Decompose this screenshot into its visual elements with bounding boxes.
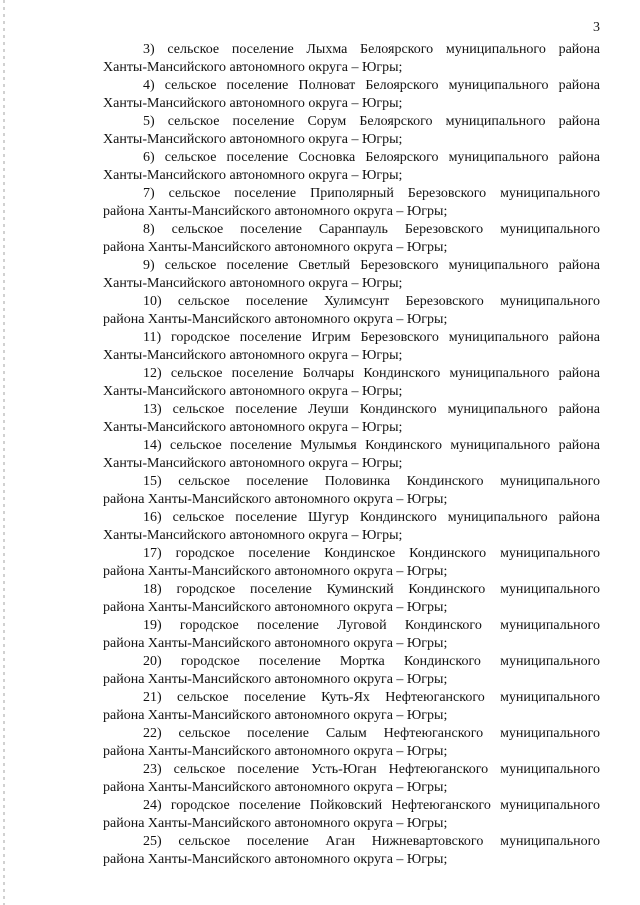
list-item-continuation: района Ханты-Мансийского автономного округа – Югры;	[103, 815, 448, 831]
list-item	[103, 437, 600, 472]
list-item-line: 12) сельское поселение Болчары Кондинского муниципального района	[143, 366, 600, 381]
list-item	[103, 833, 600, 868]
list-item-continuation: Ханты-Мансийского автономного округа – Югры;	[103, 419, 403, 435]
page-number: 3	[593, 20, 600, 35]
list-item-line: 11) городское поселение Игрим Березовского муниципального района	[143, 330, 600, 345]
list-item-continuation: района Ханты-Мансийского автономного округа – Югры;	[103, 635, 448, 651]
list-item-line: 25) сельское поселение Аган Нижневартовского муниципального	[143, 834, 600, 849]
list-item-line: 3) сельское поселение Лыхма Белоярского муниципального района	[143, 42, 600, 57]
list-item-continuation: Ханты-Мансийского автономного округа – Югры;	[103, 275, 403, 291]
list-item	[103, 725, 600, 760]
list-item-line: 8) сельское поселение Саранпауль Березовского муниципального	[143, 222, 600, 237]
list-item-line: 18) городское поселение Куминский Кондинского муниципального	[143, 582, 600, 597]
list-item-line: 19) городское поселение Луговой Кондинского муниципального	[143, 618, 600, 633]
list-item	[103, 473, 600, 508]
list-item-line: 15) сельское поселение Половинка Кондинского муниципального	[143, 474, 600, 489]
list-item-continuation: Ханты-Мансийского автономного округа – Югры;	[103, 455, 403, 471]
list-item-continuation: Ханты-Мансийского автономного округа – Югры;	[103, 59, 403, 75]
list-item	[103, 329, 600, 364]
list-item-line: 22) сельское поселение Салым Нефтеюганского муниципального	[143, 726, 600, 741]
list-item-continuation: Ханты-Мансийского автономного округа – Югры;	[103, 383, 403, 399]
list-item	[103, 77, 600, 112]
list-item-line: 6) сельское поселение Сосновка Белоярского муниципального района	[143, 150, 600, 165]
list-item-continuation: Ханты-Мансийского автономного округа – Югры;	[103, 527, 403, 543]
list-item-line: 17) городское поселение Кондинское Кондинского муниципального	[143, 546, 600, 561]
list-item	[103, 617, 600, 652]
list-item-line: 10) сельское поселение Хулимсунт Березовского муниципального	[143, 294, 600, 309]
list-item-line: 24) городское поселение Пойковский Нефтеюганского муниципального	[143, 798, 600, 813]
list-item-continuation: Ханты-Мансийского автономного округа – Югры;	[103, 131, 403, 147]
list-item	[103, 149, 600, 184]
list-item-continuation: района Ханты-Мансийского автономного округа – Югры;	[103, 239, 448, 255]
list-item-continuation: района Ханты-Мансийского автономного округа – Югры;	[103, 563, 448, 579]
scan-edge-artifact	[3, 0, 5, 905]
list-item	[103, 293, 600, 328]
list-item-continuation: района Ханты-Мансийского автономного округа – Югры;	[103, 491, 448, 507]
list-item	[103, 653, 600, 688]
list-item-continuation: района Ханты-Мансийского автономного округа – Югры;	[103, 707, 448, 723]
list-item-line: 20) городское поселение Мортка Кондинского муниципального	[143, 654, 600, 669]
list-item-continuation: Ханты-Мансийского автономного округа – Югры;	[103, 95, 403, 111]
list-item-line: 5) сельское поселение Сорум Белоярского муниципального района	[143, 114, 600, 129]
list-item	[103, 689, 600, 724]
list-item-line: 7) сельское поселение Приполярный Березовского муниципального	[143, 186, 600, 201]
list-item-continuation: района Ханты-Мансийского автономного округа – Югры;	[103, 311, 448, 327]
list-item	[103, 113, 600, 148]
list-item	[103, 761, 600, 796]
list-item	[103, 509, 600, 544]
list-item	[103, 221, 600, 256]
list-item	[103, 581, 600, 616]
list-item-continuation: района Ханты-Мансийского автономного округа – Югры;	[103, 599, 448, 615]
list-item-line: 23) сельское поселение Усть-Юган Нефтеюганского муниципального	[143, 762, 600, 777]
list-item	[103, 401, 600, 436]
list-item-line: 4) сельское поселение Полноват Белоярского муниципального района	[143, 78, 600, 93]
list-item	[103, 365, 600, 400]
list-item-continuation: района Ханты-Мансийского автономного округа – Югры;	[103, 743, 448, 759]
list-item-line: 16) сельское поселение Шугур Кондинского муниципального района	[143, 510, 600, 525]
list-item-line: 9) сельское поселение Светлый Березовского муниципального района	[143, 258, 600, 273]
list-item-continuation: района Ханты-Мансийского автономного округа – Югры;	[103, 671, 448, 687]
list-item-continuation: Ханты-Мансийского автономного округа – Югры;	[103, 167, 403, 183]
settlement-list	[103, 41, 600, 869]
list-item-continuation: Ханты-Мансийского автономного округа – Югры;	[103, 347, 403, 363]
list-item	[103, 185, 600, 220]
list-item-line: 14) сельское поселение Мулымья Кондинского муниципального района	[143, 438, 600, 453]
list-item	[103, 41, 600, 76]
list-item-continuation: района Ханты-Мансийского автономного округа – Югры;	[103, 779, 448, 795]
list-item-line: 13) сельское поселение Леуши Кондинского муниципального района	[143, 402, 600, 417]
list-item-continuation: района Ханты-Мансийского автономного округа – Югры;	[103, 203, 448, 219]
list-item	[103, 797, 600, 832]
list-item	[103, 257, 600, 292]
list-item-line: 21) сельское поселение Куть-Ях Нефтеюганского муниципального	[143, 690, 600, 705]
list-item-continuation: района Ханты-Мансийского автономного округа – Югры;	[103, 851, 448, 867]
list-item	[103, 545, 600, 580]
